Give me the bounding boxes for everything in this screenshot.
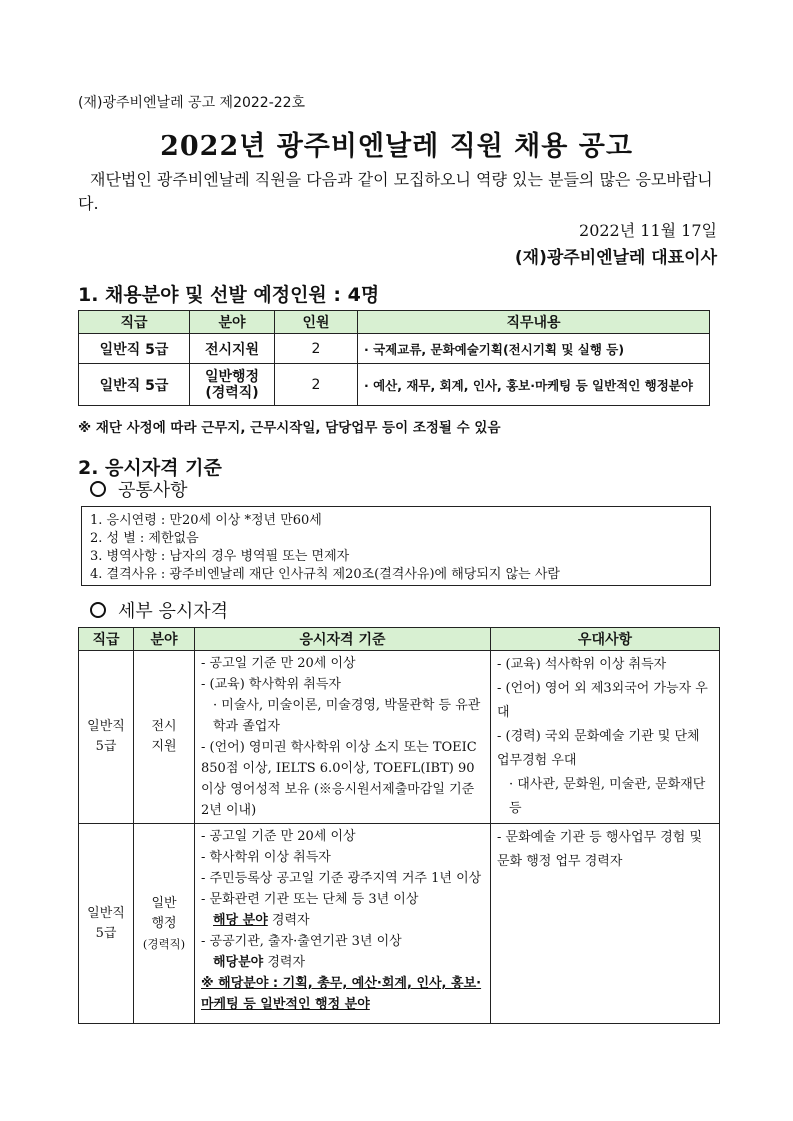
table-row xyxy=(79,364,710,406)
section1-heading: 1. 채용분야 및 선발 예정인원 : 4명 xyxy=(78,284,380,306)
common-requirements-box xyxy=(81,506,711,586)
list-item: · 미술사, 미술이론, 미술경영, 박물관학 등 유관 학과 졸업자 xyxy=(213,698,481,734)
circle-icon xyxy=(90,602,106,618)
list-item xyxy=(201,952,486,973)
row-preferred xyxy=(491,824,720,1024)
table-row xyxy=(79,651,720,824)
positions-table xyxy=(78,310,710,406)
table-row xyxy=(79,824,720,1024)
row-grade xyxy=(79,824,134,1024)
list-item: - 주민등록상 공고일 기준 광주지역 거주 1년 이상 xyxy=(201,871,482,886)
adjustment-note: ※ 재단 사정에 따라 근무지, 근무시작일, 담당업무 등이 조정될 수 있음 xyxy=(78,420,501,436)
grade-line: 5급 xyxy=(95,925,117,941)
field-line: 일반 xyxy=(151,895,177,911)
page-title: 2022년 광주비엔날레 직원 채용 공고 xyxy=(160,131,633,162)
col-field: 분야 xyxy=(190,311,275,334)
row-count: 2 xyxy=(275,334,358,364)
row-field xyxy=(134,651,195,824)
field-line: (경력직) xyxy=(142,936,186,951)
field-line: 행정 xyxy=(151,915,177,931)
qualifications-table xyxy=(78,627,720,1024)
row-field: 전시지원 xyxy=(190,334,275,364)
list-item: - (경력) 국외 문화예술 기관 및 단체 업무경험 우대 xyxy=(497,729,700,768)
field-name: 일반행정 xyxy=(204,368,260,385)
section2-heading: 2. 응시자격 기준 xyxy=(78,457,222,479)
plain-text: 경력자 xyxy=(267,955,306,970)
issuer: (재)광주비엔날레 대표이사 xyxy=(514,248,717,268)
common-heading xyxy=(90,476,188,502)
highlight-text: 해당 분야 xyxy=(213,913,268,928)
list-item: - (언어) 영어 외 제3외국어 가능자 우대 xyxy=(497,681,708,720)
list-item: - (언어) 영미권 학사학위 이상 소지 또는 TOEIC 850점 이상, IELTS 6.0이상, TOEFL(IBT) 90이상 영어성적 보유 (※응시원서제출마감일 기준 2년 이내) xyxy=(201,740,477,818)
notice-date: 2022년 11월 17일 xyxy=(579,221,717,240)
field-sub: (경력직) xyxy=(205,384,259,401)
col-grade: 직급 xyxy=(79,628,134,651)
grade-line: 일반직 xyxy=(87,905,125,921)
list-item: · 대사관, 문화원, 미술관, 문화재단 등 xyxy=(509,777,706,816)
table-row xyxy=(79,334,710,364)
common-heading-label: 공통사항 xyxy=(118,480,188,501)
col-duty: 직무내용 xyxy=(358,311,710,334)
detail-heading-label: 세부 응시자격 xyxy=(118,601,229,622)
col-count: 인원 xyxy=(275,311,358,334)
list-item: 2. 성 별 : 제한없음 xyxy=(90,531,199,546)
row-duty: · 예산, 재무, 회계, 인사, 홍보·마케팅 등 일반적인 행정분야 xyxy=(358,364,710,406)
row-criteria xyxy=(195,824,491,1024)
table-header-row xyxy=(79,311,710,334)
detail-heading xyxy=(90,597,228,623)
notice-number: (재)광주비엔날레 공고 제2022-22호 xyxy=(78,95,306,111)
list-item: ※ 해당분야 : 기획, 총무, 예산·회계, 인사, 홍보·마케팅 등 일반적인 행정 분야 xyxy=(201,976,482,1012)
intro-text: 재단법인 광주비엔날레 직원을 다음과 같이 모집하오니 역량 있는 분들의 많은 응모바랍니다. xyxy=(78,170,713,213)
list-item: - (교육) 석사학위 이상 취득자 xyxy=(497,657,667,672)
list-item: - 공고일 기준 만 20세 이상 xyxy=(201,829,356,844)
list-item: - 문화예술 기관 등 행사업무 경험 및 문화 행정 업무 경력자 xyxy=(497,830,702,869)
row-grade xyxy=(79,651,134,824)
list-item: 1. 응시연령 : 만20세 이상 *정년 만60세 xyxy=(90,513,322,528)
list-item: - 공고일 기준 만 20세 이상 xyxy=(201,656,356,671)
col-criteria: 응시자격 기준 xyxy=(195,628,491,651)
col-grade: 직급 xyxy=(79,311,190,334)
row-grade: 일반직 5급 xyxy=(79,364,190,406)
field-line: 지원 xyxy=(151,739,177,754)
row-field xyxy=(134,824,195,1024)
grade-line: 5급 xyxy=(95,739,117,754)
circle-icon xyxy=(90,481,106,497)
row-preferred xyxy=(491,651,720,824)
grade-line: 일반직 xyxy=(87,719,125,734)
row-field xyxy=(190,364,275,406)
col-preferred: 우대사항 xyxy=(491,628,720,651)
row-count: 2 xyxy=(275,364,358,406)
list-item: - 공공기관, 출자·출연기관 3년 이상 xyxy=(201,934,402,949)
highlight-text: 해당분야 xyxy=(213,955,264,970)
plain-text: 경력자 xyxy=(271,913,310,928)
list-item xyxy=(201,910,486,931)
list-item: - 문화관련 기관 또는 단체 등 3년 이상 xyxy=(201,892,419,907)
list-item: 3. 병역사항 : 남자의 경우 병역필 또는 면제자 xyxy=(90,549,350,564)
col-field: 분야 xyxy=(134,628,195,651)
list-item: - (교육) 학사학위 취득자 xyxy=(201,677,341,692)
list-item: - 학사학위 이상 취득자 xyxy=(201,850,331,865)
row-criteria xyxy=(195,651,491,824)
table-header-row xyxy=(79,628,720,651)
row-grade: 일반직 5급 xyxy=(79,334,190,364)
row-duty: · 국제교류, 문화예술기획(전시기획 및 실행 등) xyxy=(358,334,710,364)
list-item: 4. 결격사유 : 광주비엔날레 재단 인사규칙 제20조(결격사유)에 해당되지 않는 사람 xyxy=(90,567,560,582)
field-line: 전시 xyxy=(151,719,177,734)
